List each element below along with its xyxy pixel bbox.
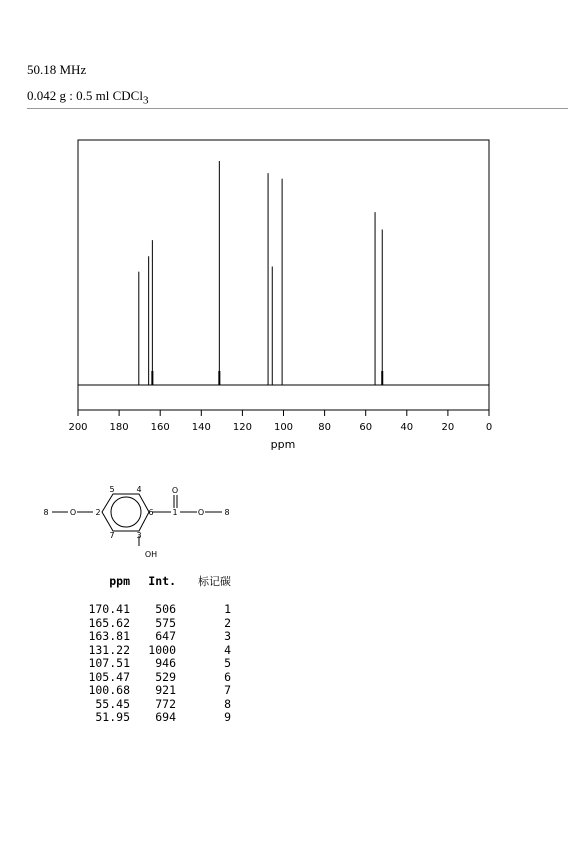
x-tick-label: 160: [150, 422, 170, 433]
atom-label: 3: [136, 531, 142, 540]
cell-carbon: 4: [224, 642, 231, 657]
x-tick-label: 0: [485, 422, 493, 433]
cell-carbon: 9: [224, 710, 231, 724]
table-row: [78, 630, 231, 644]
cell-carbon: 5: [224, 656, 231, 670]
cell-intensity: 1000: [148, 642, 176, 657]
cell-intensity: 575: [155, 615, 176, 630]
cell-intensity: 921: [155, 683, 176, 697]
table-row: [78, 617, 231, 631]
x-tick-label: 140: [191, 422, 211, 433]
cell-intensity: 529: [155, 669, 176, 684]
x-tick-label: 20: [441, 422, 455, 433]
spectrometer-frequency: 50.18 MHz: [27, 62, 87, 77]
cell-intensity: 946: [155, 656, 176, 670]
sample-subscript: 3: [142, 94, 149, 107]
cell-ppm: 100.68: [88, 683, 130, 697]
atom-label: 1: [172, 508, 178, 517]
header-ppm: ppm: [109, 574, 130, 588]
atom-label: 6: [148, 508, 154, 517]
cell-intensity: 647: [155, 629, 176, 643]
table-header-row: [78, 573, 231, 603]
x-tick-label: 80: [318, 422, 331, 433]
table-row: [78, 698, 231, 712]
cell-ppm: 170.41: [88, 602, 130, 616]
atom-label: 8: [43, 508, 49, 517]
cell-ppm: 165.62: [88, 615, 130, 630]
cell-carbon: 7: [224, 683, 231, 697]
header-intensity: Int.: [148, 574, 176, 588]
cell-ppm: 107.51: [88, 656, 130, 670]
table-row: [78, 711, 231, 725]
cell-carbon: 8: [224, 696, 231, 711]
peak-table: [78, 573, 231, 725]
cell-carbon: 1: [224, 602, 231, 616]
cell-intensity: 506: [155, 602, 176, 616]
header-carbon-label: 标记碳: [198, 575, 231, 588]
cell-ppm: 163.81: [88, 629, 130, 643]
table-row: [78, 684, 231, 698]
atom-label: O: [171, 486, 179, 495]
cell-intensity: 772: [155, 696, 176, 711]
x-tick-label: 200: [68, 422, 88, 433]
atom-label: 7: [109, 531, 115, 540]
atom-label: 5: [109, 485, 115, 494]
table-row: [78, 644, 231, 658]
table-row: [78, 657, 231, 671]
cell-ppm: 105.47: [88, 669, 130, 684]
cell-carbon: 2: [224, 615, 231, 630]
x-tick-label: 60: [359, 422, 373, 433]
atom-label: O: [69, 508, 77, 517]
cell-carbon: 3: [224, 629, 231, 643]
atom-label: 8: [224, 508, 230, 517]
x-tick-label: 40: [400, 422, 414, 433]
x-tick-label: 100: [273, 422, 294, 433]
table-row: [78, 671, 231, 685]
table-row: [78, 603, 231, 617]
atom-label: 2: [95, 508, 101, 517]
cell-ppm: 131.22: [88, 642, 130, 657]
x-axis-label: ppm: [270, 438, 296, 451]
atom-label: OH: [144, 550, 158, 559]
cell-ppm: 55.45: [95, 696, 130, 711]
cell-intensity: 694: [155, 710, 176, 724]
atom-label: O: [197, 508, 205, 517]
sample-text: 0.042 g : 0.5 ml CDCl: [27, 88, 143, 103]
cell-carbon: 6: [224, 669, 231, 684]
x-tick-label: 120: [232, 422, 252, 433]
x-tick-label: 180: [109, 422, 129, 433]
atom-label: 4: [136, 485, 142, 494]
cell-ppm: 51.95: [95, 710, 130, 724]
